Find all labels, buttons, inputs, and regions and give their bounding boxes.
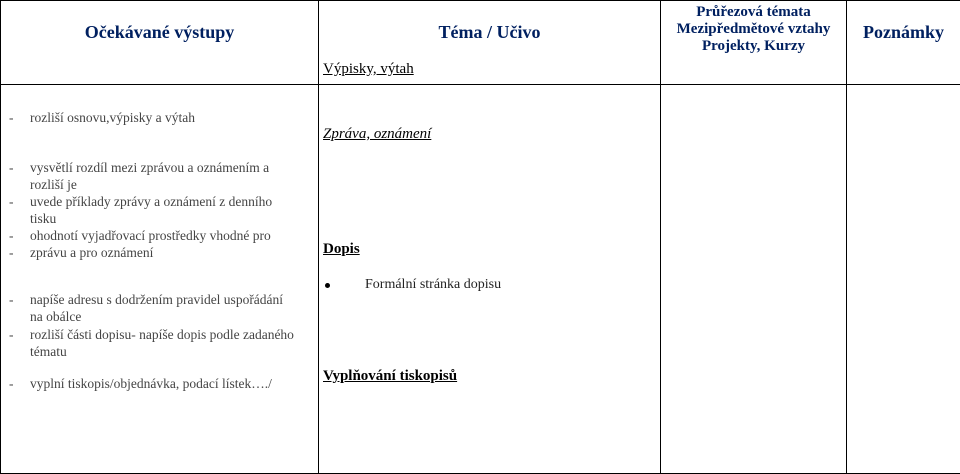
header-topic xyxy=(319,1,661,85)
topics-cell: Zpráva, oznámení Dopis Formální stránka dopisu Vyplňování tiskopisů xyxy=(319,85,661,474)
header-crosscurricular-line-1: Průřezová témata xyxy=(696,4,811,20)
header-row xyxy=(1,1,960,85)
header-topic-label: Téma / Učivo xyxy=(438,22,541,42)
topic-dopis: Dopis xyxy=(323,241,360,257)
content-row xyxy=(1,85,960,474)
topic-zprava-oznameni: Zpráva, oznámení xyxy=(323,126,432,142)
header-notes-label: Poznámky xyxy=(863,22,944,42)
header-outcomes-label: Očekávané výstupy xyxy=(84,22,235,42)
header-crosscurricular xyxy=(661,1,847,85)
topic-tiskopisy: Vyplňování tiskopisů xyxy=(323,368,458,384)
header-crosscurricular-line-3: Projekty, Kurzy xyxy=(701,38,806,54)
notes-cell xyxy=(847,85,960,474)
header-topic-subtitle: Výpisky, výtah xyxy=(323,61,414,77)
bullet-icon xyxy=(325,283,330,288)
header-crosscurricular-line-2: Mezipředmětové vztahy xyxy=(676,21,831,37)
header-notes xyxy=(847,1,960,85)
header-outcomes xyxy=(1,1,319,85)
crosscurricular-cell xyxy=(661,85,847,474)
outcomes-cell: - rozliší osnovu,výpisky a výtah - vysvětlí rozdíl mezi zprávou a oznámením a rozliší je - uvede příklady zprávy a oznámení z denního tisku - ohodnotí vyjadřovací prostředky vhodné pro - zprávu a pro oznámení - napíše adresu s dodržením pravidel uspořádání na obálce - rozliší části dopisu- napíše dopis podle zadaného tématu - vyplní tiskopis/objednávka, podací lístek…./ xyxy=(1,85,319,474)
